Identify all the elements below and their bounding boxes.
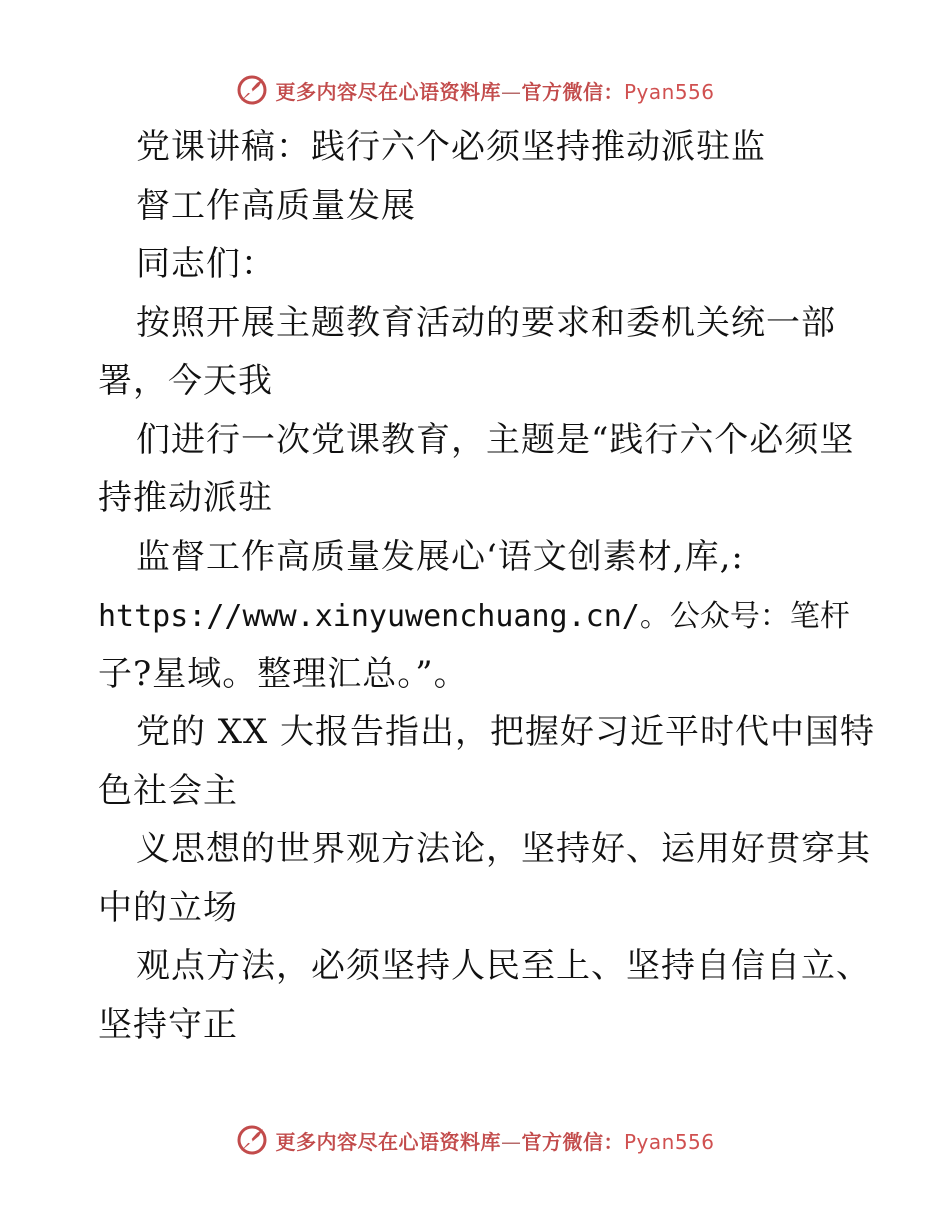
doc-line: 持推动派驻 <box>98 478 273 518</box>
doc-line: 署，今天我 <box>98 361 273 401</box>
banner-account: Pyan556 <box>623 79 715 104</box>
doc-url-text: https://www.xinyuwenchuang.cn/。公众号：笔杆 <box>98 599 850 634</box>
footer-banner <box>0 1120 950 1160</box>
doc-line: 观点方法，必须坚持人民至上、坚持自信自立、 <box>136 946 871 986</box>
doc-line: 色社会主 <box>98 770 238 811</box>
banner-main-text: 更多内容尽在心语资料库 <box>275 1129 501 1154</box>
banner-wechat-label: 官方微信： <box>521 79 624 104</box>
doc-url-line <box>98 586 858 645</box>
doc-title-line-1: 党课讲稿：践行六个必须坚持推动派驻监 <box>136 127 766 167</box>
document-body <box>98 118 876 1054</box>
doc-line: 党的 XX 大报告指出，把握好习近平时代中国特 <box>136 712 876 752</box>
doc-line: 义思想的世界观方法论，坚持好、运用好贯穿其 <box>136 829 871 869</box>
banner-wechat-label: 官方微信： <box>521 1129 624 1154</box>
banner-text <box>275 1126 714 1155</box>
doc-line: 们进行一次党课教育，主题是“践行六个必须坚 <box>136 419 855 460</box>
header-banner <box>0 70 950 110</box>
banner-separator: — <box>500 79 522 104</box>
quill-pen-logo-icon <box>235 1123 269 1157</box>
banner-separator: — <box>500 1129 522 1154</box>
quill-pen-logo-icon <box>235 73 269 107</box>
doc-line: 中的立场 <box>98 887 238 928</box>
doc-line: 坚持守正 <box>98 1004 238 1045</box>
doc-salutation: 同志们： <box>136 244 276 284</box>
doc-line: 监督工作高质量发展心‘语文创素材,库,: <box>136 536 744 577</box>
doc-line: 按照开展主题教育活动的要求和委机关统一部 <box>136 302 836 343</box>
doc-title-line-2: 督工作高质量发展 <box>136 185 416 226</box>
banner-main-text: 更多内容尽在心语资料库 <box>275 79 501 104</box>
banner-account: Pyan556 <box>623 1129 715 1154</box>
doc-line: 子?星域。整理汇总。”。 <box>98 653 469 694</box>
banner-text <box>275 76 714 105</box>
